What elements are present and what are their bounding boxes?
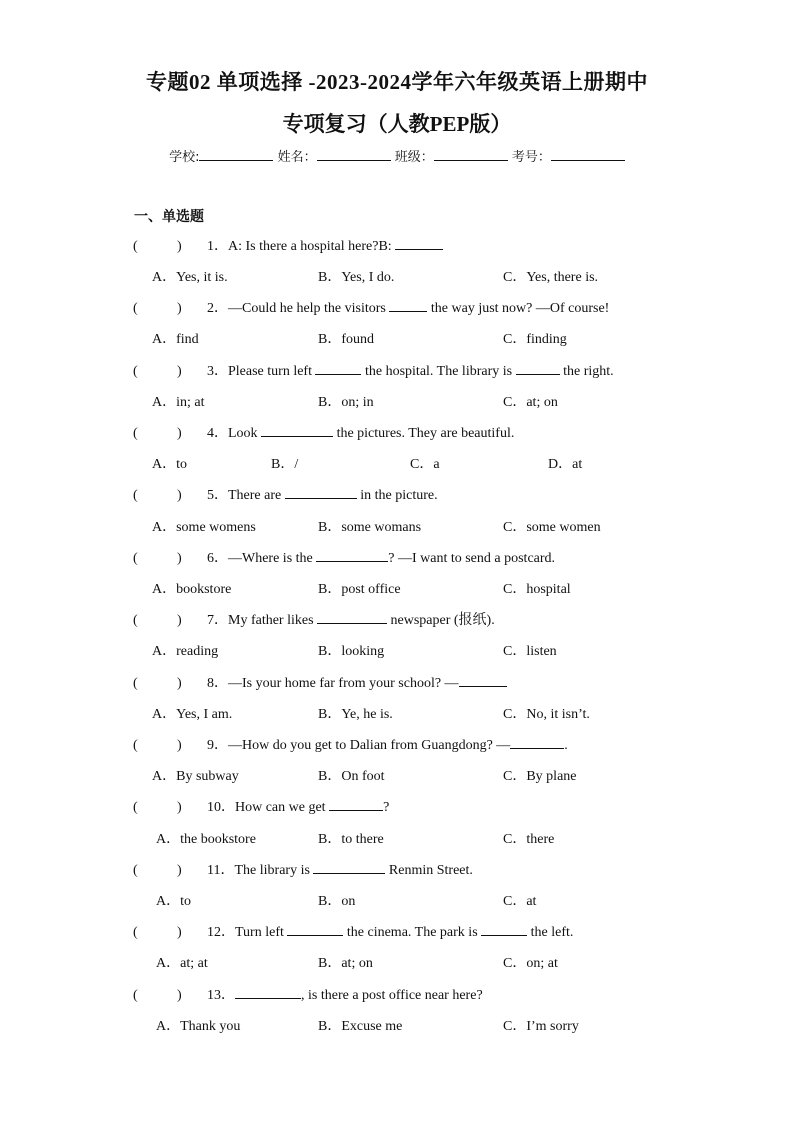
option-c[interactable]: C．By plane <box>503 769 577 784</box>
paren-left: ( <box>133 988 138 1003</box>
option-b[interactable]: B．post office <box>318 582 401 597</box>
paren-right: ) <box>177 988 182 1003</box>
question-number: 1． <box>207 239 228 254</box>
paren-right: ) <box>177 738 182 753</box>
question <box>133 921 573 941</box>
question <box>133 235 443 255</box>
answer-blank <box>313 861 385 874</box>
question-number: 3． <box>207 364 228 379</box>
class-field[interactable] <box>434 148 508 161</box>
option-c[interactable]: C．at <box>503 894 537 909</box>
question <box>133 547 555 567</box>
answer-paren[interactable] <box>133 239 207 255</box>
question-stem: newspaper (报纸). <box>387 613 495 628</box>
option-c[interactable]: C．finding <box>503 332 567 347</box>
question-number: 5． <box>207 488 228 503</box>
option-c[interactable]: C．hospital <box>503 582 571 597</box>
answer-blank <box>316 549 388 562</box>
question-number: 11． <box>207 863 235 878</box>
student-info-line <box>0 146 794 165</box>
question-stem: Renmin Street. <box>385 863 473 878</box>
question <box>133 796 389 816</box>
answer-paren[interactable] <box>133 364 207 380</box>
paren-left: ( <box>133 738 138 753</box>
question-stem: A: Is there a hospital here?B: <box>228 239 396 254</box>
name-label: 姓名： <box>277 150 317 165</box>
question-number: 4． <box>207 426 228 441</box>
answer-blank <box>287 923 343 936</box>
question-stem: Please turn left <box>228 364 316 379</box>
title-line-2: 专项复习（人教PEP版） <box>282 112 512 136</box>
school-label: 学校: <box>169 150 200 165</box>
paren-left: ( <box>133 301 138 316</box>
question-stem: —How do you get to Dalian from Guangdong? — <box>228 738 511 753</box>
paren-left: ( <box>133 676 138 691</box>
question <box>133 422 514 442</box>
paren-left: ( <box>133 863 138 878</box>
question-number: 10． <box>207 800 235 815</box>
answer-blank <box>395 237 443 250</box>
answer-paren[interactable] <box>133 551 207 567</box>
question-stem: How can we get <box>235 800 330 815</box>
question-stem: —Where is the <box>228 551 317 566</box>
answer-blank <box>235 986 301 999</box>
exam-no-label: 考号： <box>511 150 551 165</box>
question-stem: ? —I want to send a postcard. <box>388 551 556 566</box>
paren-left: ( <box>133 488 138 503</box>
question-stem: —Could he help the visitors <box>228 301 390 316</box>
question-stem: the cinema. The park is <box>343 925 482 940</box>
option-c[interactable]: C．listen <box>503 644 557 659</box>
answer-paren[interactable] <box>133 800 207 816</box>
answer-blank <box>317 611 387 624</box>
answer-blank <box>510 736 564 749</box>
answer-blank <box>389 299 427 312</box>
option-c[interactable]: C．some women <box>503 520 601 535</box>
answer-paren[interactable] <box>133 488 207 504</box>
answer-blank <box>285 486 357 499</box>
question <box>133 360 614 380</box>
answer-paren[interactable] <box>133 426 207 442</box>
paren-right: ) <box>177 551 182 566</box>
option-b[interactable]: B．On foot <box>318 769 385 784</box>
question-stem: The library is <box>234 863 314 878</box>
question-number: 13． <box>207 988 235 1003</box>
option-c[interactable]: C．there <box>503 832 555 847</box>
question-number: 9． <box>207 738 228 753</box>
option-b[interactable]: B．looking <box>318 644 385 659</box>
option-c[interactable]: C．Yes, there is. <box>503 270 599 285</box>
paren-left: ( <box>133 800 138 815</box>
question-number: 6． <box>207 551 228 566</box>
option-b[interactable]: B．Yes, I do. <box>318 270 395 285</box>
name-field[interactable] <box>317 148 391 161</box>
question <box>133 297 609 317</box>
paren-right: ) <box>177 426 182 441</box>
option-a[interactable]: A．find <box>152 332 199 347</box>
answer-blank <box>261 424 333 437</box>
question-stem: ? <box>383 800 390 815</box>
answer-blank <box>459 674 507 687</box>
option-c[interactable]: C．No, it isn’t. <box>503 707 590 722</box>
question-stem: the left. <box>527 925 574 940</box>
section-title: 一、单选题 <box>134 209 204 225</box>
option-a[interactable]: A．at; at <box>156 956 208 971</box>
question <box>133 984 483 1004</box>
option-c[interactable]: C．on; at <box>503 956 558 971</box>
answer-blank <box>329 798 383 811</box>
paren-left: ( <box>133 613 138 628</box>
paren-right: ) <box>177 301 182 316</box>
answer-paren[interactable] <box>133 301 207 317</box>
option-a[interactable]: A．to <box>156 894 191 909</box>
option-a[interactable]: A．bookstore <box>152 582 232 597</box>
option-c[interactable]: C．a <box>410 457 440 472</box>
paren-right: ) <box>177 676 182 691</box>
question <box>133 672 507 692</box>
paren-left: ( <box>133 551 138 566</box>
question-stem: the right. <box>559 364 614 379</box>
paren-left: ( <box>133 426 138 441</box>
paren-left: ( <box>133 364 138 379</box>
paren-left: ( <box>133 925 138 940</box>
option-d[interactable]: D．at <box>548 457 583 472</box>
question-stem: , is there a post office near here? <box>301 988 483 1003</box>
question-stem: There are <box>228 488 285 503</box>
question <box>133 734 568 754</box>
option-a[interactable]: A．By subway <box>152 769 239 784</box>
answer-paren[interactable] <box>133 925 207 941</box>
paren-right: ) <box>177 239 182 254</box>
paren-left: ( <box>133 239 138 254</box>
question <box>133 609 495 629</box>
option-a[interactable]: A．reading <box>152 644 219 659</box>
option-a[interactable]: A．Thank you <box>156 1019 241 1034</box>
exam-no-field[interactable] <box>551 148 625 161</box>
option-b[interactable]: B．/ <box>271 457 299 472</box>
question-stem: —Is your home far from your school? — <box>228 676 459 691</box>
question-stem: Look <box>228 426 262 441</box>
answer-paren[interactable] <box>133 863 207 879</box>
question-stem: the way just now? —Of course! <box>427 301 610 316</box>
option-c[interactable]: C．at; on <box>503 395 558 410</box>
class-label: 班级： <box>394 150 434 165</box>
option-b[interactable]: B．at; on <box>318 956 373 971</box>
question <box>133 859 473 879</box>
question-number: 12． <box>207 925 235 940</box>
paren-right: ) <box>177 925 182 940</box>
question-stem: the hospital. The library is <box>361 364 516 379</box>
option-a[interactable]: A．to <box>152 457 187 472</box>
option-b[interactable]: B．Ye, he is. <box>318 707 393 722</box>
answer-paren[interactable] <box>133 676 207 692</box>
title-line-1: 专题02 单项选择 -2023-2024学年六年级英语上册期中 <box>146 70 648 94</box>
school-field[interactable] <box>199 148 273 161</box>
option-b[interactable]: B．to there <box>318 832 384 847</box>
paren-right: ) <box>177 488 182 503</box>
answer-blank <box>481 923 527 936</box>
question-number: 2． <box>207 301 228 316</box>
question-number: 8． <box>207 676 228 691</box>
question-stem: in the picture. <box>356 488 438 503</box>
option-b[interactable]: B．Excuse me <box>318 1019 403 1034</box>
question-number: 7． <box>207 613 228 628</box>
option-a[interactable]: A．Yes, I am. <box>152 707 233 722</box>
option-a[interactable]: A．the bookstore <box>156 832 256 847</box>
option-c[interactable]: C．I’m sorry <box>503 1019 579 1034</box>
option-b[interactable]: B．some womans <box>318 520 422 535</box>
option-b[interactable]: B．found <box>318 332 374 347</box>
question-stem: Turn left <box>235 925 288 940</box>
answer-paren[interactable] <box>133 613 207 629</box>
question <box>133 484 438 504</box>
question-stem: . <box>564 738 568 753</box>
option-b[interactable]: B．on; in <box>318 395 374 410</box>
question-stem: My father likes <box>228 613 318 628</box>
answer-paren[interactable] <box>133 738 207 754</box>
paren-right: ) <box>177 863 182 878</box>
paren-right: ) <box>177 613 182 628</box>
option-a[interactable]: A．in; at <box>152 395 205 410</box>
paren-right: ) <box>177 800 182 815</box>
option-a[interactable]: A．Yes, it is. <box>152 270 228 285</box>
option-a[interactable]: A．some womens <box>152 520 256 535</box>
answer-blank <box>315 362 361 375</box>
question-stem: the pictures. They are beautiful. <box>333 426 515 441</box>
answer-blank <box>516 362 560 375</box>
answer-paren[interactable] <box>133 988 207 1004</box>
paren-right: ) <box>177 364 182 379</box>
option-b[interactable]: B．on <box>318 894 356 909</box>
